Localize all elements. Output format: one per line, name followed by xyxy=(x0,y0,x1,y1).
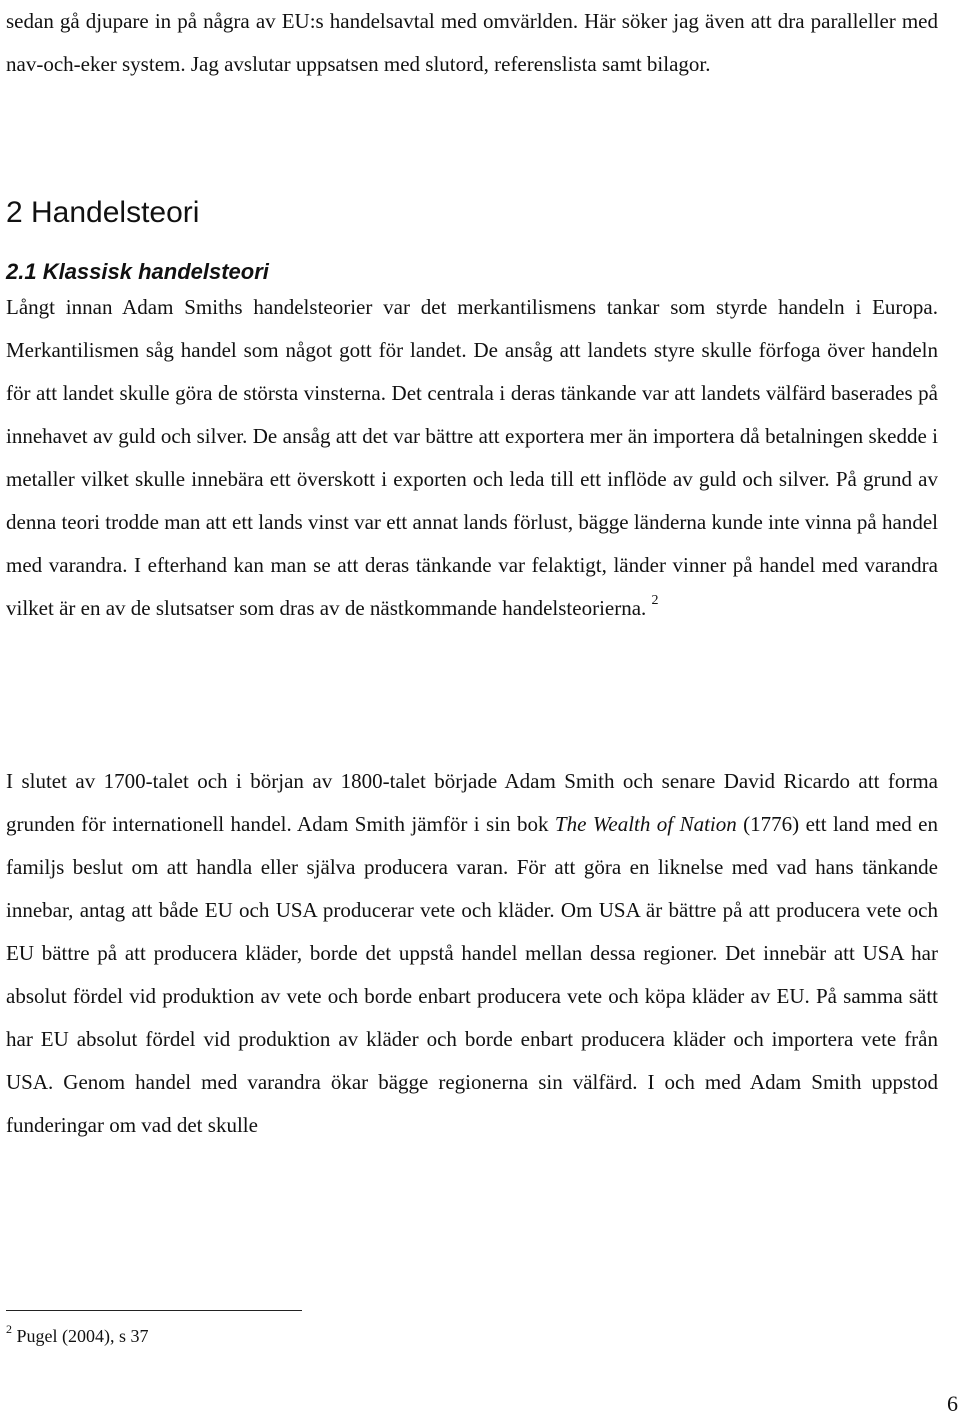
book-title: The Wealth of Nation xyxy=(554,812,737,836)
paragraph-1-text: Långt innan Adam Smiths handelsteorier var det merkantilismens tankar som styrde handeln i Europa. Merkantilismen såg handel som något gott för landet. De ansåg att landets styre skulle förfoga över handeln för att landet skulle göra de största vinsterna. Det centrala i deras tänkande var att landets välfärd baserades på innehavet av guld och silver. De ansåg att det var bättre att exportera mer än importera då betalningen skedde i metaller vilket skulle innebära ett överskott i exporten och leda till ett inflöde av guld och silver. På grund av denna teori trodde man att ett lands vinst var ett annat lands förlust, bägge länderna kunde inte vinna på handel med varandra. I efterhand kan man se att deras tänkande var felaktigt, länder vinner på handel med varandra vilket är en av de slutsatser som dras av de nästkommande handelsteorierna. xyxy=(6,295,938,620)
paragraph-2-text-after: (1776) ett land med en familjs beslut om att handla eller själva producera varan. För att göra en liknelse med vad hans tänkande innebar, antag att både EU och USA producerar vete och kläder. Om USA är bättre på att producera vete och EU bättre på att producera kläder, borde det uppstå handel mellan dessa regioner. Det innebär att USA har absolut fördel vid produktion av vete och borde enbart producera vete och köpa kläder av EU. På samma sätt har EU absolut fördel vid produktion av kläder och borde enbart producera kläder och importera vete från USA. Genom handel med varandra ökar bägge regionerna sin välfärd. I och med Adam Smith uppstod funderingar om vad det skulle xyxy=(6,812,938,1137)
section-heading: 2 Handelsteori xyxy=(6,196,200,229)
paragraph-2-text-before: I slutet av 1700-talet och i början av 1800-talet började Adam Smith och senare David Ricardo att forma grunden för internationell handel. Adam Smith jämför i sin bok xyxy=(6,769,938,836)
page-number: 6 xyxy=(947,1391,958,1416)
footnote xyxy=(6,1322,149,1350)
intro-paragraph xyxy=(6,0,938,86)
footnote-reference[interactable]: 2 xyxy=(651,593,659,608)
footnote-text: Pugel (2004), s 37 xyxy=(16,1326,149,1346)
footnote-number: 2 xyxy=(6,1322,12,1336)
subsection-heading: 2.1 Klassisk handelsteori xyxy=(6,259,269,284)
intro-text: sedan gå djupare in på några av EU:s handelsavtal med omvärlden. Här söker jag även att dra paralleller med nav-och-eker system. Jag avslutar uppsatsen med slutord, referenslista samt bilagor. xyxy=(6,9,938,76)
footnote-divider xyxy=(6,1310,302,1311)
body-paragraph-1 xyxy=(6,286,938,630)
body-paragraph-2 xyxy=(6,760,938,1147)
